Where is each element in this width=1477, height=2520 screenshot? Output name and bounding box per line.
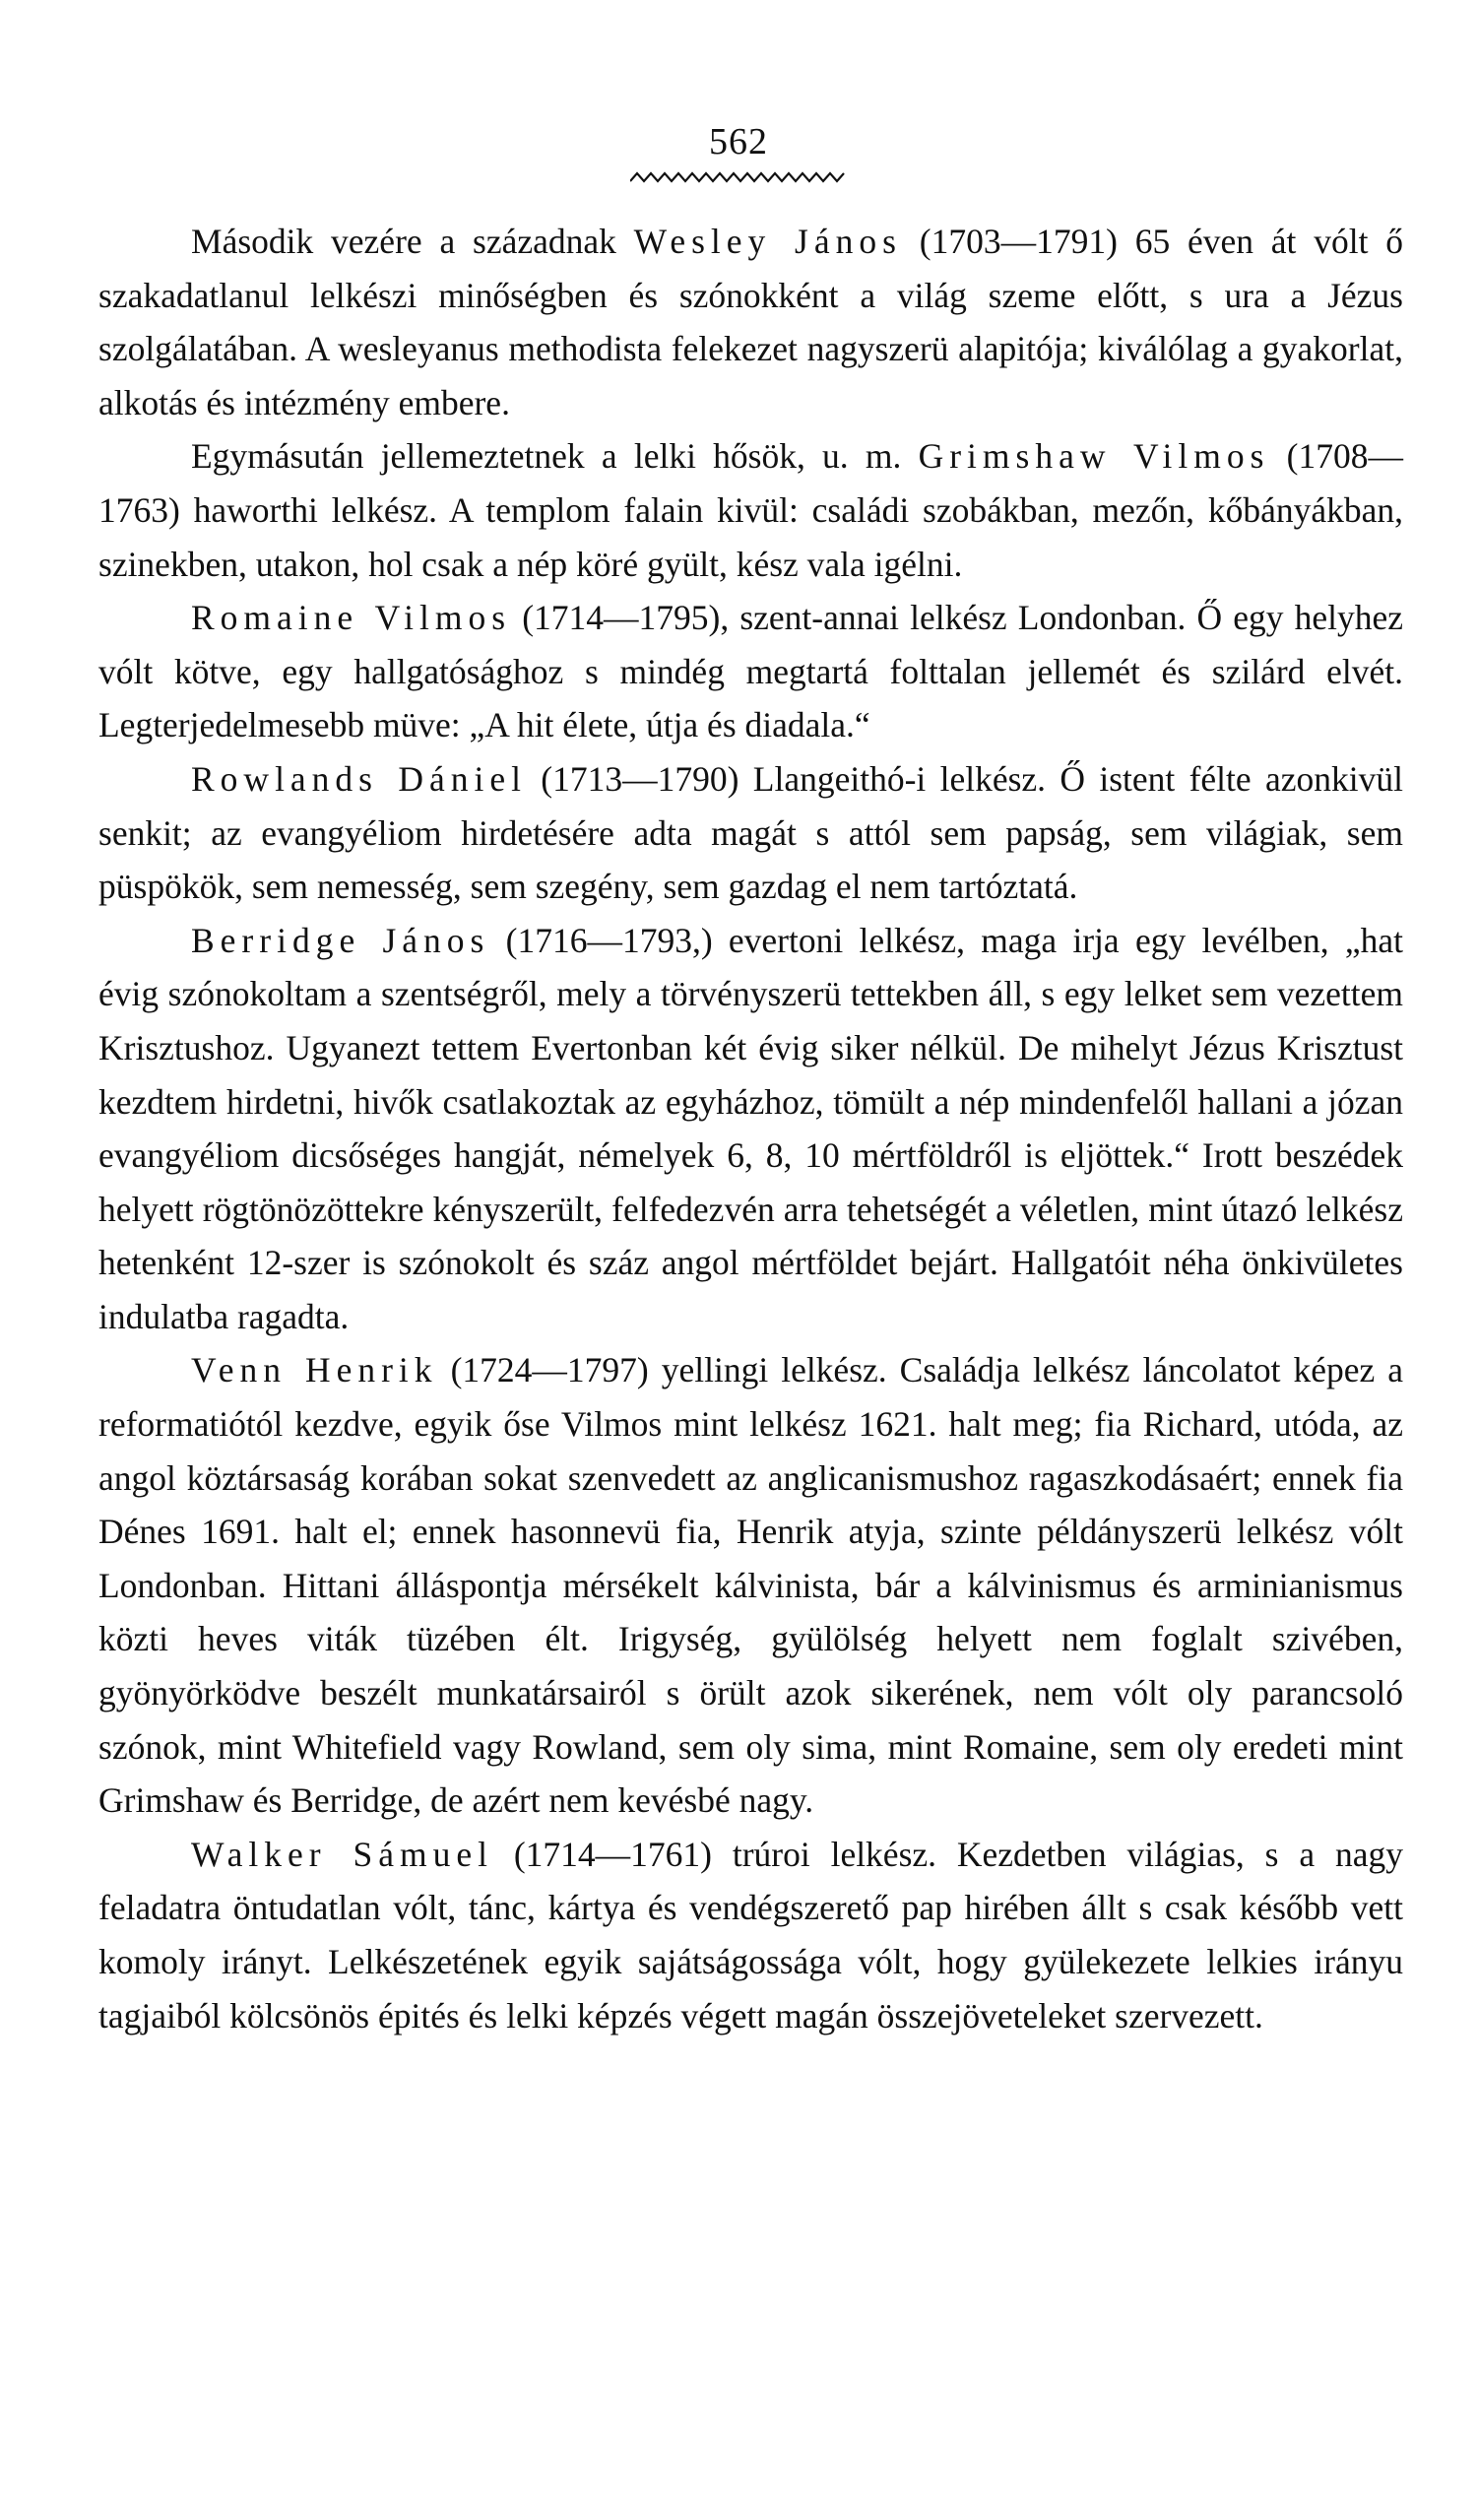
paragraph-romaine xyxy=(98,591,1403,752)
paragraph-text: (1714—1795), szent-annai lelkész Londonban. Ő egy helyhez vólt kötve, egy hallgatósághoz s mindég megtartá folttalan jellemét és szilárd elvét. Legterjedelmesebb müve: „A hit élete, útja és diadala.“ xyxy=(98,598,1403,745)
paragraph-text: (1703—1791) 65 éven át vólt ő szakadatlanul lelkészi minőségben és szónokként a világ szeme előtt, s ura a Jézus szolgálatában. A wesleyanus methodista felekezet nagyszerü alapitója; kiválólag a gyakorlat, alkotás és intézmény embere. xyxy=(98,222,1403,422)
paragraph-text: (1708—1763) haworthi lelkész. A templom falain kivül: családi szobákban, mezőn, kőbányákban, szinekben, utakon, hol csak a nép köré gyült, kész vala igélni. xyxy=(98,436,1403,584)
person-name: Wesley János xyxy=(633,222,902,261)
paragraph-wesley xyxy=(98,215,1403,429)
person-name: Rowlands Dániel xyxy=(191,758,527,799)
paragraph-text: (1716—1793,) evertoni lelkész, maga irja egy levélben, „hat évig szónokoltam a szentségről, mely a törvényszerü tettekben áll, s egy lelket sem vezettem Krisztushoz. Ugyanezt tettem Evertonban két évig siker nélkül. De mihelyt Jézus Krisztust kezdtem hirdetni, hivők csatlakoztak az egyházhoz, tömült a nép mindenfelől hallani a józan evangyéliom dicsőséges hangját, némelyek 6, 8, 10 mértföldről is eljöttek.“ Irott beszédek helyett rögtönözöttekre kényszerült, felfedezvén arra tehetségét a véletlen, mint útazó lelkész hetenként 12-szer is szónokolt és száz angol mértföldet bejárt. Hallgatóit néha önkivületes indulatba ragadta. xyxy=(98,920,1403,1336)
paragraph-text: (1714—1761) trúroi lelkész. Kezdetben világias, s a nagy feladatra öntudatlan vólt, tánc, kártya és vendégszerető pap hirében állt s csak később vett komoly irányt. Lelkészetének egyik sajátságossága vólt, hogy gyülekezete lelkies irányu tagjaiból kölcsönös épités és lelki képzés végett magán összejöveteleket szervezett. xyxy=(98,1834,1403,2035)
paragraph-venn xyxy=(98,1343,1403,1827)
paragraph-text: (1724—1797) yellingi lelkész. Családja lelkész láncolatot képez a reformatiótól kezdve, egyik őse Vilmos mint lelkész 1621. halt meg; fia Richard, utóda, az angol köztársaság korában sokat szenvedett az anglicanismushoz ragaszkodásaért; ennek fia Dénes 1691. halt el; ennek hasonnevü fia, Henrik atyja, szinte példányszerü lelkész vólt Londonban. Hittani álláspontja mérsékelt kálvinista, bár a kálvinismus és arminianismus közti heves viták tüzében élt. Irigység, gyülölség helyett nem foglalt szivében, gyönyörködve beszélt munkatársairól s örült azok sikerének, nem vólt oly parancsoló szónok, mint Whitefield vagy Rowland, sem oly sima, mint Romaine, sem oly eredeti mint Grimshaw és Berridge, de azért nem kevésbé nagy. xyxy=(98,1350,1403,1821)
person-name: Romaine Vilmos xyxy=(191,598,512,638)
paragraph-berridge xyxy=(98,914,1403,1344)
wave-ornament-divider xyxy=(630,169,847,185)
paragraph-walker xyxy=(98,1828,1403,2042)
person-name: Grimshaw Vilmos xyxy=(918,436,1270,477)
paragraph-rowlands xyxy=(98,752,1403,914)
page-number: 562 xyxy=(709,121,768,162)
paragraph-lead: Második vezére a századnak xyxy=(191,222,634,261)
paragraph-text: (1713—1790) Llangeithó-i lelkész. Ő istent félte azonkivül senkit; az evangyéliom hirdetésére adta magát s attól sem papság, sem világiak, sem püspökök, sem nemesség, sem szegény, sem gazdag el nem tartóztatá. xyxy=(98,758,1403,907)
person-name: Walker Sámuel xyxy=(191,1834,493,1874)
person-name: Venn Henrik xyxy=(191,1350,438,1390)
body-text xyxy=(98,215,1403,2042)
paragraph-lead: Egymásután jellemeztetnek a lelki hősök, u. m. xyxy=(191,436,919,477)
paragraph-grimshaw xyxy=(98,429,1403,591)
person-name: Berridge János xyxy=(191,920,490,960)
